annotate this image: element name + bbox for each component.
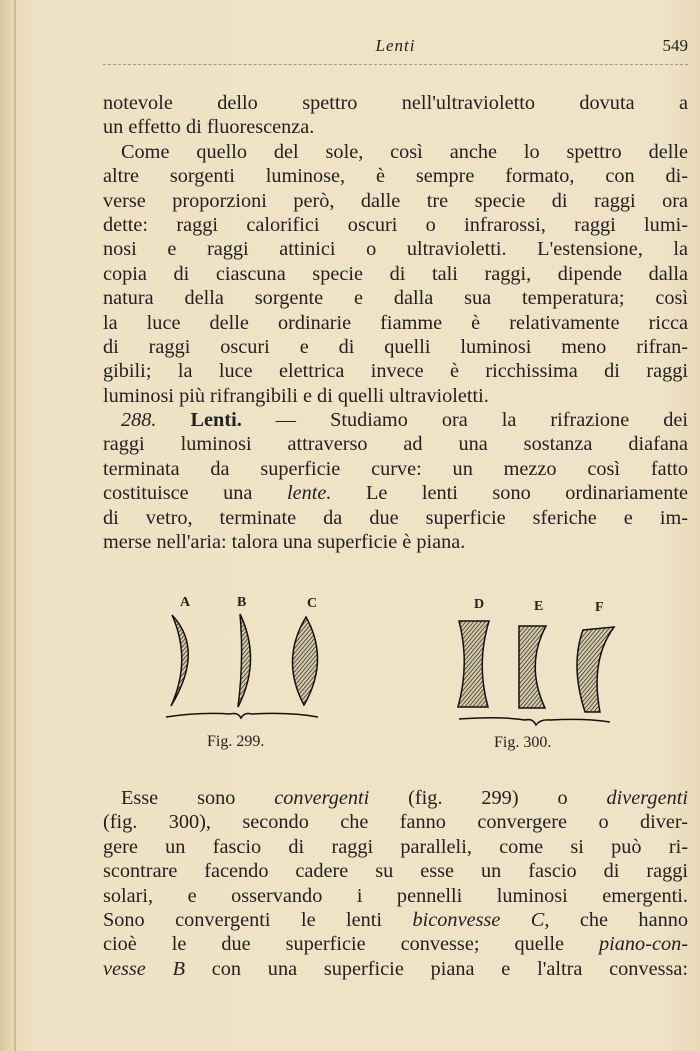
text-segment: 288. xyxy=(121,409,157,432)
text-segment: Esse sono xyxy=(121,787,275,809)
text-segment: divergenti xyxy=(606,787,688,809)
text-segment: di vetro, terminate da due superficie sferiche e im- xyxy=(103,506,688,529)
text-segment: la luce delle ordinarie fiamme è relativamente ricca xyxy=(103,311,688,334)
figure-299 xyxy=(166,595,318,750)
lens-label-f: F xyxy=(595,600,604,615)
lens-f-convexo-concave xyxy=(577,627,614,712)
text-segment: copia di ciascuna specie di tali raggi, dipende dalla xyxy=(103,262,688,285)
lens-label-e: E xyxy=(534,599,544,614)
text-segment: terminata da superficie curve: un mezzo così fatto xyxy=(103,457,688,480)
lens-label-b: B xyxy=(237,595,247,610)
text-segment: cioè le due superficie convesse; quelle xyxy=(103,933,599,956)
text-segment: gibili; la luce elettrica invece è ricchissima di raggi xyxy=(103,360,688,383)
text-segment: Le lenti sono ordinariamente xyxy=(331,482,688,505)
figure-caption-299: Fig. 299. xyxy=(207,733,265,750)
text-segment: Come quello del sole, così anche lo spettro delle xyxy=(121,140,688,163)
figure-300 xyxy=(458,597,614,751)
lens-label-a: A xyxy=(180,595,191,610)
text-segment: (fig. 299) o xyxy=(369,787,607,809)
lens-label-c: C xyxy=(307,596,318,611)
text-segment: luminosi più rifrangibili e di quelli ultravioletti. xyxy=(103,384,489,407)
text-segment: un effetto di fluorescenza. xyxy=(103,116,315,139)
text-segment: notevole dello spettro nell'ultravioletto dovuta a xyxy=(103,92,688,114)
lens-c-biconvex xyxy=(292,617,317,705)
lens-label-d: D xyxy=(474,597,485,612)
text-segment: verse proporzioni però, dalle tre specie di raggi ora xyxy=(103,189,688,212)
text-segment: altre sorgenti luminose, è sempre formato, con di- xyxy=(103,165,688,188)
lens-a-concavo-convex xyxy=(171,615,188,706)
text-segment: gere un fascio di raggi paralleli, come si può ri- xyxy=(103,835,688,858)
lens-e-plano-concave xyxy=(519,626,546,708)
text-segment: dette: raggi calorifici oscuri o infrarossi, raggi lumi- xyxy=(103,213,688,236)
text-segment: biconvesse C, xyxy=(412,908,550,931)
text-segment: solari, e osservando i pennelli luminosi emergenti. xyxy=(103,884,688,907)
text-segment: natura della sorgente e dalla sua temperatura; così xyxy=(103,287,688,310)
running-title: Lenti xyxy=(375,36,416,55)
figure-caption-300: Fig. 300. xyxy=(494,734,552,751)
lens-b-plano-convex xyxy=(238,614,251,707)
text-segment: merse nell'aria: talora una superficie è piana. xyxy=(103,531,466,554)
lens-d-biconcave xyxy=(458,621,489,707)
text-segment: costituisce una xyxy=(103,482,287,505)
text-segment: piano-con- xyxy=(599,933,688,956)
page-number: 549 xyxy=(662,36,688,55)
brace-299 xyxy=(166,713,318,718)
text-segment: nosi e raggi attinici o ultravioletti. L'estensione, la xyxy=(103,238,688,261)
text-segment: che hanno xyxy=(549,908,688,931)
text-segment: (fig. 300), secondo che fanno convergere o diver- xyxy=(103,811,688,834)
text-segment: vesse B xyxy=(103,957,185,980)
text-segment: di raggi oscuri e di quelli luminosi meno rifran- xyxy=(103,335,688,358)
text-segment: scontrare facendo cadere su esse un fascio di raggi xyxy=(103,860,688,883)
text-segment: Sono convergenti le lenti xyxy=(103,908,413,931)
brace-300 xyxy=(459,718,610,725)
text-segment: con una superficie piana e l'altra convessa: xyxy=(184,957,689,980)
text-segment: lente. xyxy=(286,482,332,505)
text-segment: Lenti. xyxy=(190,409,242,432)
text-segment: raggi luminosi attraverso ad una sostanza diafana xyxy=(103,433,688,456)
text-segment: convergenti xyxy=(274,787,370,809)
text-segment: — Studiamo ora la rifrazione dei xyxy=(241,409,688,432)
